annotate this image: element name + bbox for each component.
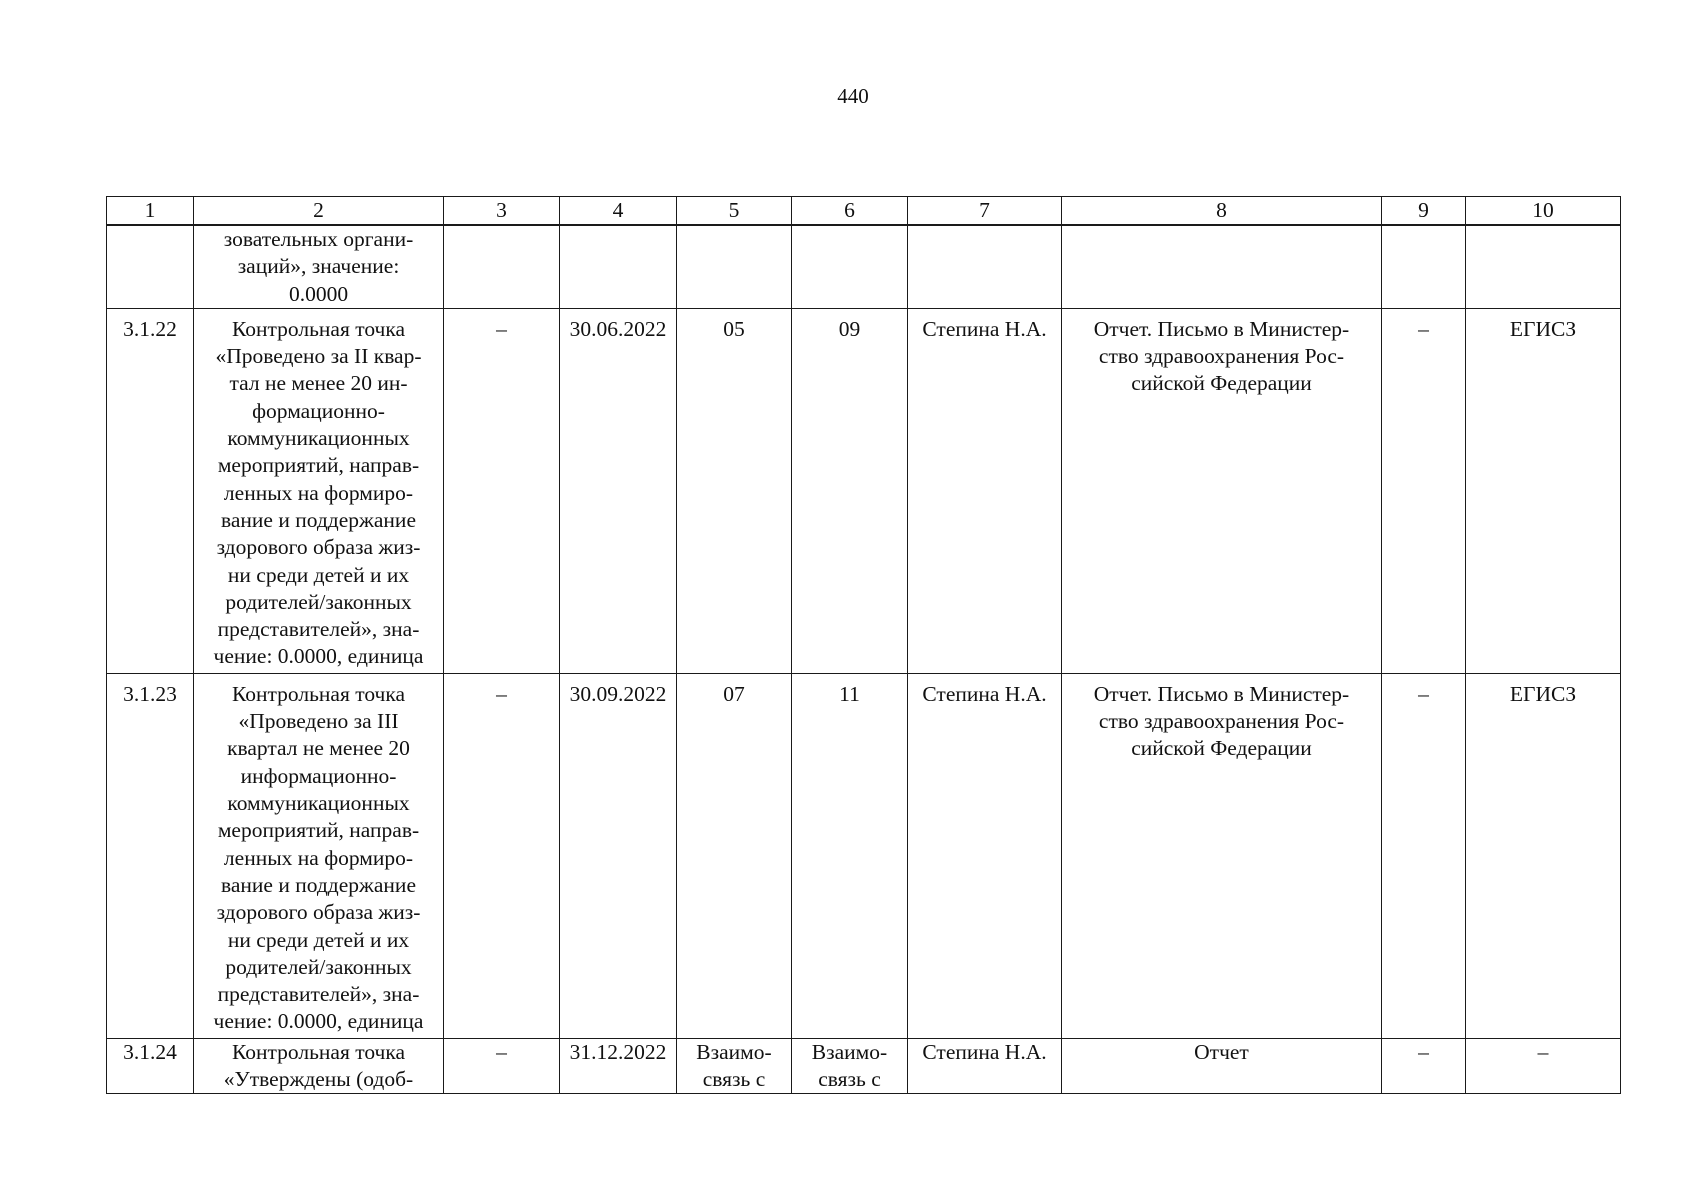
column-number: 2 — [194, 197, 444, 226]
column-6-cell — [792, 1038, 908, 1094]
column-number: 8 — [1062, 197, 1382, 226]
column-5-cell — [677, 673, 792, 1038]
description-line: родителей/законных — [225, 589, 412, 614]
description-line: ленных на формиро- — [223, 480, 414, 505]
document-type-line: ство здравоохранения Рос- — [1098, 344, 1345, 369]
document-type-cell — [1062, 673, 1382, 1038]
description-line: зовательных органи- — [223, 227, 414, 251]
description-line: представителей», зна- — [217, 617, 420, 642]
column-5-line: Взаимо- — [696, 1039, 772, 1064]
description-line: Контрольная точка — [231, 681, 406, 706]
item-description — [194, 225, 444, 308]
description-line: формационно- — [252, 398, 385, 423]
description-line: квартал не менее 20 — [227, 736, 410, 761]
item-number: 3.1.23 — [107, 673, 194, 1038]
column-number: 9 — [1382, 197, 1466, 226]
column-number: 10 — [1466, 197, 1621, 226]
column-number: 5 — [677, 197, 792, 226]
column-9-cell: – — [1382, 308, 1466, 673]
column-9-cell: – — [1382, 673, 1466, 1038]
document-type-cell — [1062, 1038, 1382, 1094]
responsible-cell: Степина Н.А. — [908, 1038, 1062, 1094]
description-line: заций», значение: — [237, 254, 400, 279]
description-line: здорового образа жиз- — [216, 535, 421, 560]
column-3-cell: – — [444, 308, 560, 673]
responsible-cell: Степина Н.А. — [908, 673, 1062, 1038]
column-number: 7 — [908, 197, 1062, 226]
document-type-line: ство здравоохранения Рос- — [1098, 709, 1345, 734]
deadline-cell: 31.12.2022 — [560, 1038, 677, 1094]
document-type-line: Отчет — [1194, 1039, 1249, 1064]
deadline-cell — [560, 225, 677, 308]
column-6-line: связь с — [818, 1067, 881, 1092]
column-5-cell — [677, 308, 792, 673]
column-5-line: связь с — [702, 1067, 766, 1092]
responsible-cell: Степина Н.А. — [908, 308, 1062, 673]
description-line: ни среди детей и их — [227, 562, 410, 587]
description-line: чение: 0.0000, единица — [213, 644, 424, 669]
information-system-cell: ЕГИСЗ — [1466, 308, 1621, 673]
information-system-cell: – — [1466, 1038, 1621, 1094]
plan-table — [106, 196, 1621, 1094]
description-line: вание и поддержание — [221, 507, 416, 532]
description-line: родителей/законных — [225, 954, 412, 979]
column-9-cell — [1382, 225, 1466, 308]
description-line: мероприятий, направ- — [217, 453, 420, 478]
description-line: 0.0000 — [288, 281, 349, 306]
description-line: представителей», зна- — [217, 982, 420, 1007]
item-number — [107, 225, 194, 308]
deadline-cell: 30.09.2022 — [560, 673, 677, 1038]
document-type-cell — [1062, 308, 1382, 673]
description-line: ни среди детей и их — [227, 927, 410, 952]
description-line: ленных на формиро- — [223, 845, 414, 870]
document-type-cell — [1062, 225, 1382, 308]
column-5-line: 07 — [723, 681, 745, 706]
column-number: 1 — [107, 197, 194, 226]
description-line: Контрольная точка — [231, 316, 406, 341]
description-line: «Утверждены (одоб- — [223, 1067, 414, 1092]
column-3-cell: – — [444, 1038, 560, 1094]
column-6-line: Взаимо- — [811, 1039, 888, 1064]
responsible-cell — [908, 225, 1062, 308]
column-number: 6 — [792, 197, 908, 226]
column-6-cell — [792, 308, 908, 673]
description-line: здорового образа жиз- — [216, 900, 421, 925]
column-6-line: 11 — [839, 681, 860, 706]
document-type-line: сийской Федерации — [1131, 371, 1312, 396]
item-number: 3.1.24 — [107, 1038, 194, 1094]
description-line: чение: 0.0000, единица — [213, 1009, 424, 1034]
item-description — [194, 673, 444, 1038]
page-number: 440 — [837, 84, 869, 108]
item-description — [194, 1038, 444, 1094]
table-row — [107, 225, 1621, 308]
column-6-line: 09 — [838, 316, 861, 341]
column-5-cell — [677, 225, 792, 308]
description-line: Контрольная точка — [231, 1039, 406, 1064]
description-line: коммуникационных — [227, 791, 410, 816]
column-number: 4 — [560, 197, 677, 226]
deadline-cell: 30.06.2022 — [560, 308, 677, 673]
document-type-line: сийской Федерации — [1131, 736, 1312, 761]
column-3-cell — [444, 225, 560, 308]
column-number-row — [107, 197, 1621, 226]
description-line: мероприятий, направ- — [217, 818, 420, 843]
description-line: информационно- — [240, 763, 397, 788]
column-6-cell — [792, 673, 908, 1038]
information-system-cell — [1466, 225, 1621, 308]
document-type-line: Отчет. Письмо в Министер- — [1093, 681, 1350, 706]
document-type-line: Отчет. Письмо в Министер- — [1093, 316, 1350, 341]
column-5-cell — [677, 1038, 792, 1094]
description-line: «Проведено за II квар- — [215, 344, 422, 369]
table-row — [107, 673, 1621, 1038]
column-9-cell: – — [1382, 1038, 1466, 1094]
column-5-line: 05 — [723, 316, 745, 341]
table-row — [107, 308, 1621, 673]
column-number: 3 — [444, 197, 560, 226]
description-line: вание и поддержание — [221, 872, 416, 897]
column-6-cell — [792, 225, 908, 308]
item-number: 3.1.22 — [107, 308, 194, 673]
description-line: тал не менее 20 ин- — [229, 371, 408, 396]
description-line: «Проведено за III — [238, 709, 399, 734]
item-description — [194, 308, 444, 673]
information-system-cell: ЕГИСЗ — [1466, 673, 1621, 1038]
column-3-cell: – — [444, 673, 560, 1038]
table-row — [107, 1038, 1621, 1094]
description-line: коммуникационных — [227, 426, 410, 451]
